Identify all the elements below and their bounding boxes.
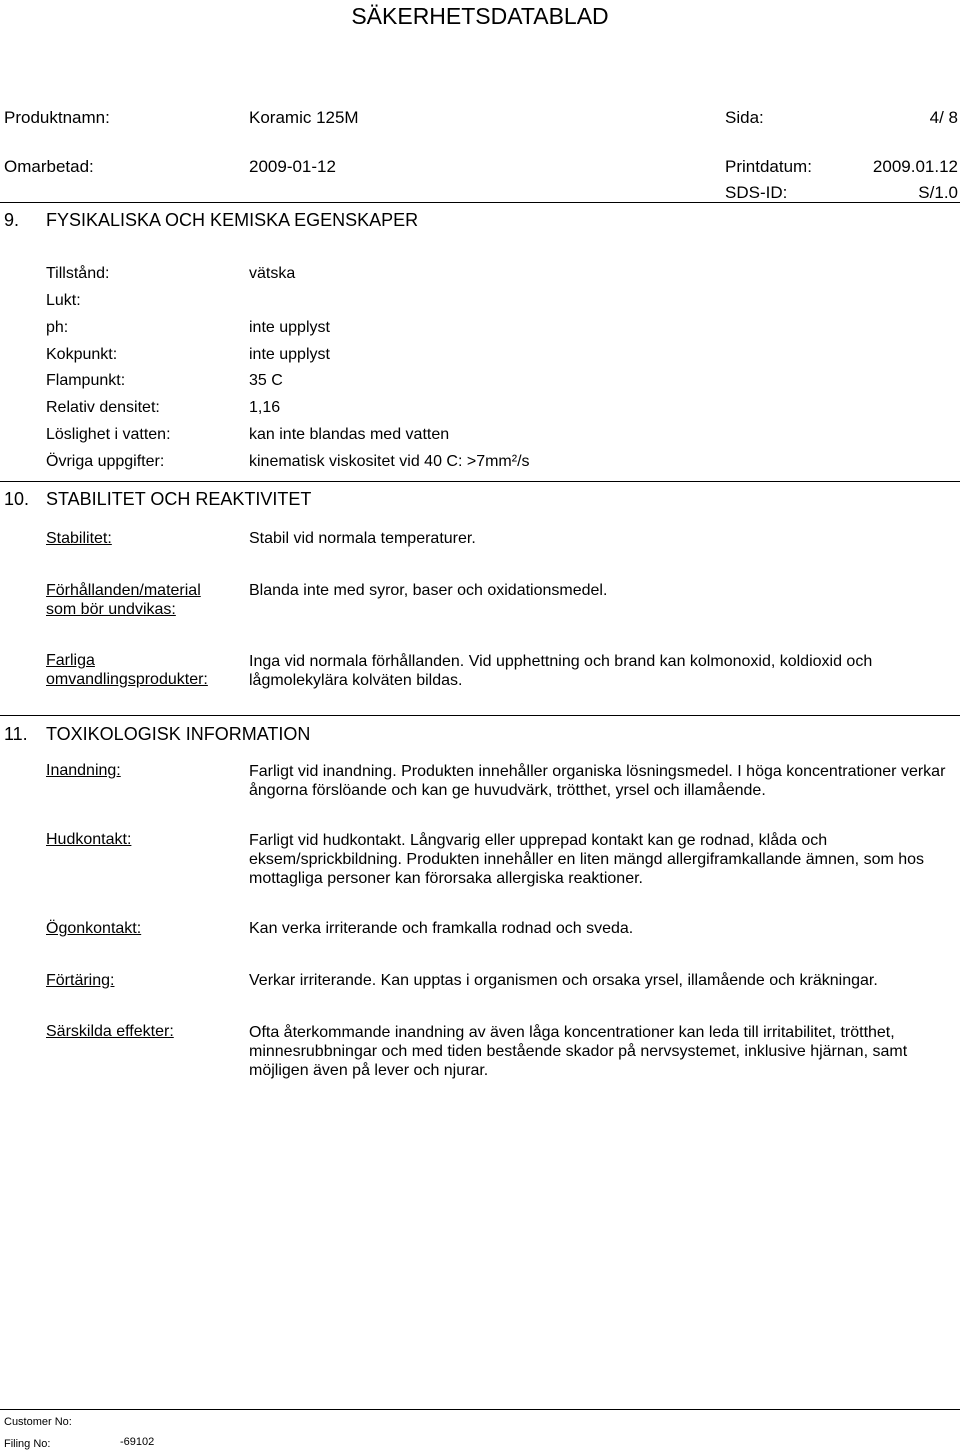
section-10-number: 10. — [4, 489, 30, 509]
document-title: SÄKERHETSDATABLAD — [351, 3, 609, 29]
product-name-value: Koramic 125M — [249, 108, 359, 127]
header-divider — [0, 202, 960, 203]
section-10-divider — [0, 715, 960, 716]
special-effects-label: Särskilda effekter: — [46, 1023, 174, 1040]
stability-label: Stabilitet: — [46, 530, 112, 547]
property-label: Lukt: — [46, 292, 81, 309]
property-label: Flampunkt: — [46, 372, 126, 389]
property-label: Löslighet i vatten: — [46, 426, 171, 443]
property-value: inte upplyst — [249, 319, 330, 336]
property-value: 35 C — [249, 372, 283, 389]
sds-id-label: SDS-ID: — [725, 183, 788, 202]
property-value: kinematisk viskositet vid 40 C: >7mm²/s — [249, 453, 530, 470]
page-label: Sida: — [725, 108, 764, 127]
conditions-to-avoid-value: Blanda inte med syror, baser och oxidationsmedel. — [249, 582, 608, 599]
property-label: Tillstånd: — [46, 265, 110, 282]
property-value: 1,16 — [249, 399, 281, 416]
hazardous-products-label: Farliga — [46, 652, 95, 669]
section-11-title: TOXIKOLOGISK INFORMATION — [46, 724, 311, 744]
footer-divider — [0, 1409, 960, 1410]
property-label: ph: — [46, 319, 69, 336]
property-value: inte upplyst — [249, 346, 330, 363]
customer-no-label: Customer No: — [4, 1416, 72, 1428]
inhalation-value: Farligt vid inandning. Produkten innehåller organiska lösningsmedel. I höga koncentrationer verkar ångorna förslöande och kan ge huvudvärk, trötthet, yrsel och illamående. — [249, 763, 946, 799]
filing-no-label: Filing No: — [4, 1438, 51, 1450]
stability-value: Stabil vid normala temperaturer. — [249, 530, 476, 547]
hazardous-products-value: Inga vid normala förhållanden. Vid upphettning och brand kan kolmonoxid, koldioxid och lågmolekylära kolväten bildas. — [249, 653, 873, 689]
property-label: Relativ densitet: — [46, 399, 160, 416]
property-label: Övriga uppgifter: — [46, 453, 165, 470]
skin-contact-value: Farligt vid hudkontakt. Långvarig eller upprepad kontakt kan ge rodnad, klåda och eksem/sprickbildning. Produkten innehåller en liten mängd allergiframkallande ämnen, som hos mottagliga personer kan förorsaka allergiska reaktioner. — [249, 832, 925, 887]
section-9-number: 9. — [4, 210, 20, 230]
section-10-title: STABILITET OCH REAKTIVITET — [46, 489, 312, 509]
print-date-label: Printdatum: — [725, 157, 812, 176]
hazardous-products-label: omvandlingsprodukter: — [46, 671, 208, 688]
ingestion-label: Förtäring: — [46, 972, 115, 989]
ingestion-value: Verkar irriterande. Kan upptas i organismen och orsaka yrsel, illamående och kräkningar. — [249, 972, 878, 989]
revised-label: Omarbetad: — [4, 157, 94, 176]
sds-id-value: S/1.0 — [918, 183, 958, 202]
section-9-title: FYSIKALISKA OCH KEMISKA EGENSKAPER — [46, 210, 419, 230]
conditions-to-avoid-label: som bör undvikas: — [46, 601, 176, 618]
revised-date: 2009-01-12 — [249, 157, 336, 176]
property-value: vätska — [249, 265, 296, 282]
section-11-number: 11. — [4, 724, 28, 744]
skin-contact-label: Hudkontakt: — [46, 831, 132, 848]
conditions-to-avoid-label: Förhållanden/material — [46, 582, 201, 599]
property-label: Kokpunkt: — [46, 346, 118, 363]
special-effects-value: Ofta återkommande inandning av även låga koncentrationer kan leda till irritabilitet, trötthet, minnesrubbningar och med tiden bestående skador på nervsystemet, inklusive hjärnan, samt möjligen även på lever och njurar. — [249, 1024, 908, 1079]
section-9-divider — [0, 481, 960, 482]
eye-contact-label: Ögonkontakt: — [46, 920, 142, 937]
inhalation-label: Inandning: — [46, 762, 121, 779]
filing-no-value: -69102 — [120, 1436, 155, 1448]
page-value: 4/ 8 — [929, 108, 958, 127]
property-value: kan inte blandas med vatten — [249, 426, 450, 443]
print-date-value: 2009.01.12 — [872, 157, 958, 176]
eye-contact-value: Kan verka irriterande och framkalla rodnad och sveda. — [249, 920, 634, 937]
product-name-label: Produktnamn: — [4, 108, 110, 127]
